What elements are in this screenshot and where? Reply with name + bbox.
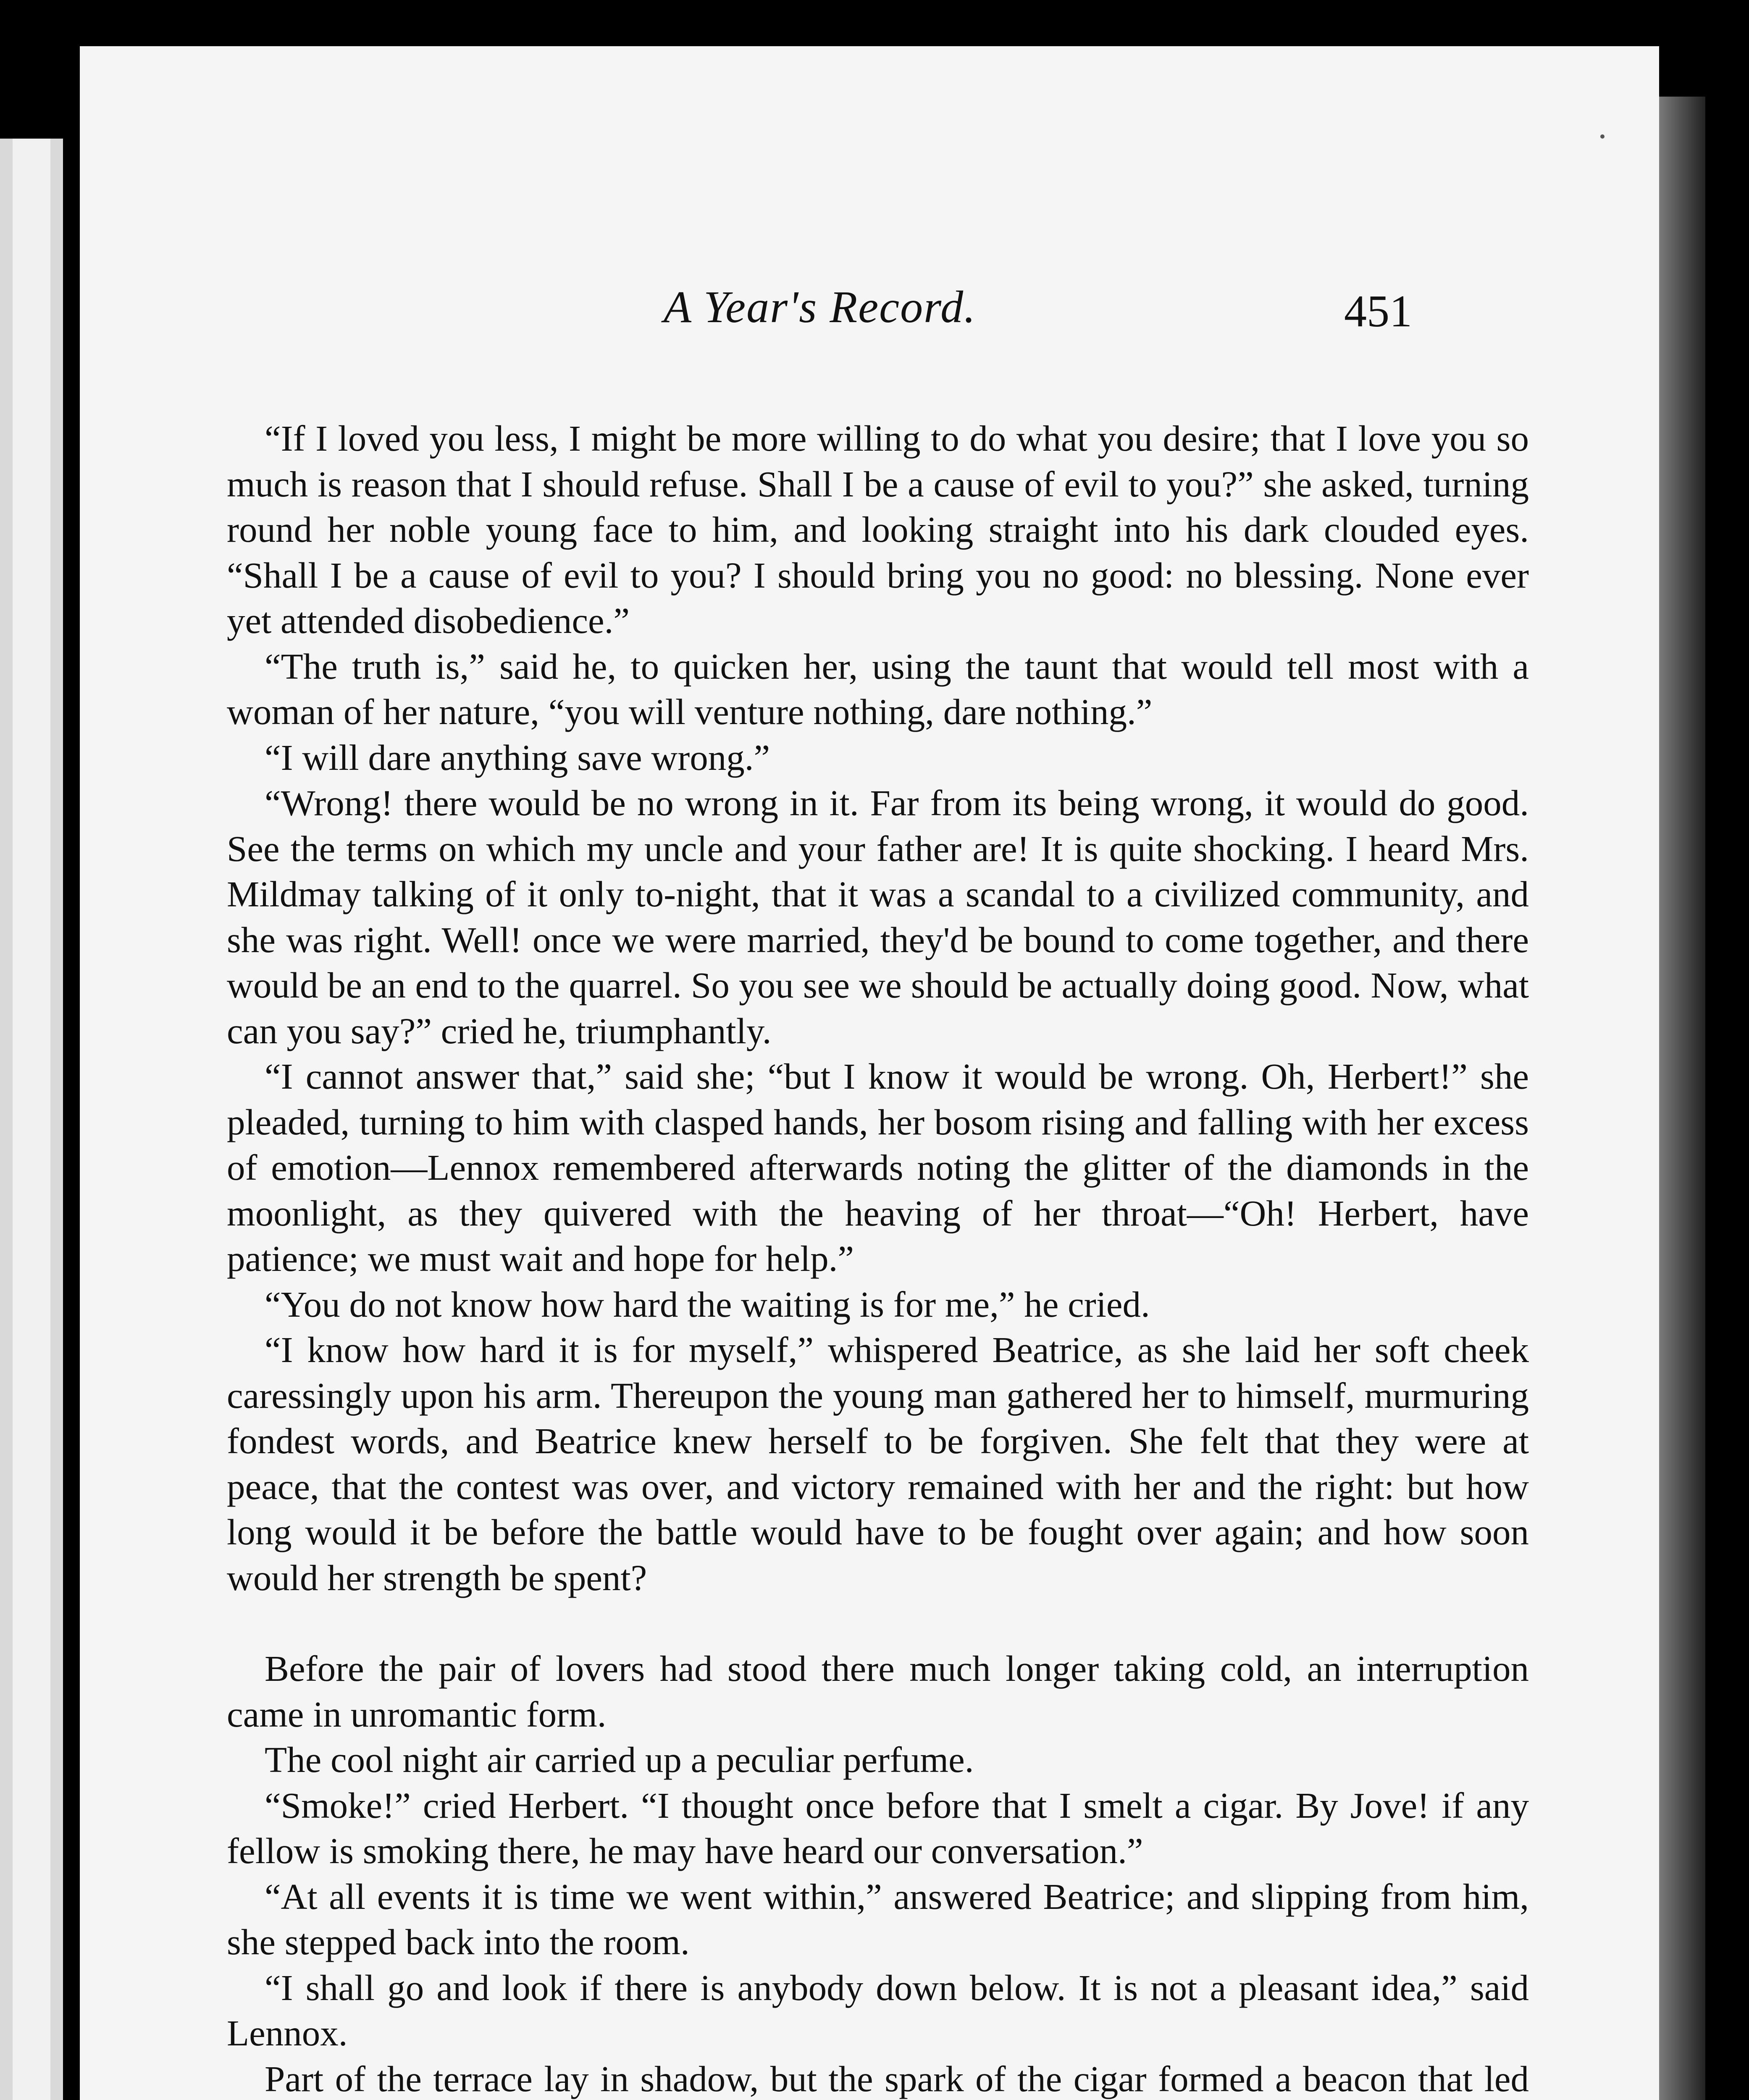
page-number: 451 <box>1344 286 1412 336</box>
paragraph: “Smoke!” cried Herbert. “I thought once before that I smelt a cigar. By Jove! if any fellow is smoking there, he may have heard our conversation.” <box>227 1785 1529 1871</box>
paragraph: “At all events it is time we went within,” answered Beatrice; and slipping from him, she stepped back into the room. <box>227 1876 1529 1962</box>
paragraph: “If I loved you less, I might be more willing to do what you desire; that I love you so much is reason that I should refuse. Shall I be a cause of evil to you?” she asked, turning round her noble young face to him, and looking straight into his dark clouded eyes. “Shall I be a cause of evil to you? I should bring you no good: no blessing. None ever yet attended disobedience.” <box>227 418 1529 641</box>
paragraph: “I know how hard it is for myself,” whispered Beatrice, as she laid her soft cheek caressingly upon his arm. Thereupon the young man gathered her to himself, murmuring fondest words, and Beatrice knew herself to be forgiven. She felt that they were at peace, that the contest was over, and victory remained with her and the right: but how long would it be before the battle would have to be fought over again; and how soon would her strength be spent? <box>227 1329 1529 1598</box>
paragraph: “I will dare anything save wrong.” <box>265 737 770 778</box>
paragraph: “You do not know how hard the waiting is for me,” he cried. <box>265 1284 1150 1325</box>
paragraph: Before the pair of lovers had stood there much longer taking cold, an interruption came in unromantic form. <box>227 1648 1529 1735</box>
running-title: A Year's Record. <box>664 282 977 332</box>
running-head <box>80 281 1659 353</box>
adjacent-page-edge <box>0 139 63 2100</box>
paragraph: “The truth is,” said he, to quicken her, using the taunt that would tell most with a woman of her nature, “you will venture nothing, dare nothing.” <box>227 646 1529 732</box>
book-page <box>80 46 1659 2100</box>
paragraph: Part of the terrace lay in shadow, but the spark of the cigar formed a beacon that led <box>265 2058 1529 2099</box>
paragraph: “Wrong! there would be no wrong in it. Far from its being wrong, it would do good. See the terms on which my uncle and your father are! It is quite shocking. I heard Mrs. Mildmay talking of it only to-night, that it was a scandal to a civilized community, and she was right. Well! once we were married, they'd be bound to come together, and there would be an end to the quarrel. So you see we should be actually doing good. Now, what can you say?” cried he, triumphantly. <box>227 782 1529 1051</box>
section-break <box>227 1601 1529 1646</box>
paragraph: The cool night air carried up a peculiar perfume. <box>265 1739 974 1780</box>
paper-speck <box>1600 134 1605 139</box>
adjacent-page-strip <box>13 139 50 2100</box>
paragraph: “I shall go and look if there is anybody down below. It is not a pleasant idea,” said Lennox. <box>227 1967 1529 2053</box>
paragraph: “I cannot answer that,” said she; “but I know it would be wrong. Oh, Herbert!” she pleaded, turning to him with clasped hands, her bosom rising and falling with her excess of emotion—Lennox remembered afterwards noting the glitter of the diamonds in the moonlight, as they quivered with the heaving of her throat—“Oh! Herbert, have patience; we must wait and hope for help.” <box>227 1056 1529 1279</box>
page-edge-shadow <box>1659 97 1705 2100</box>
body-text <box>227 416 1529 2100</box>
